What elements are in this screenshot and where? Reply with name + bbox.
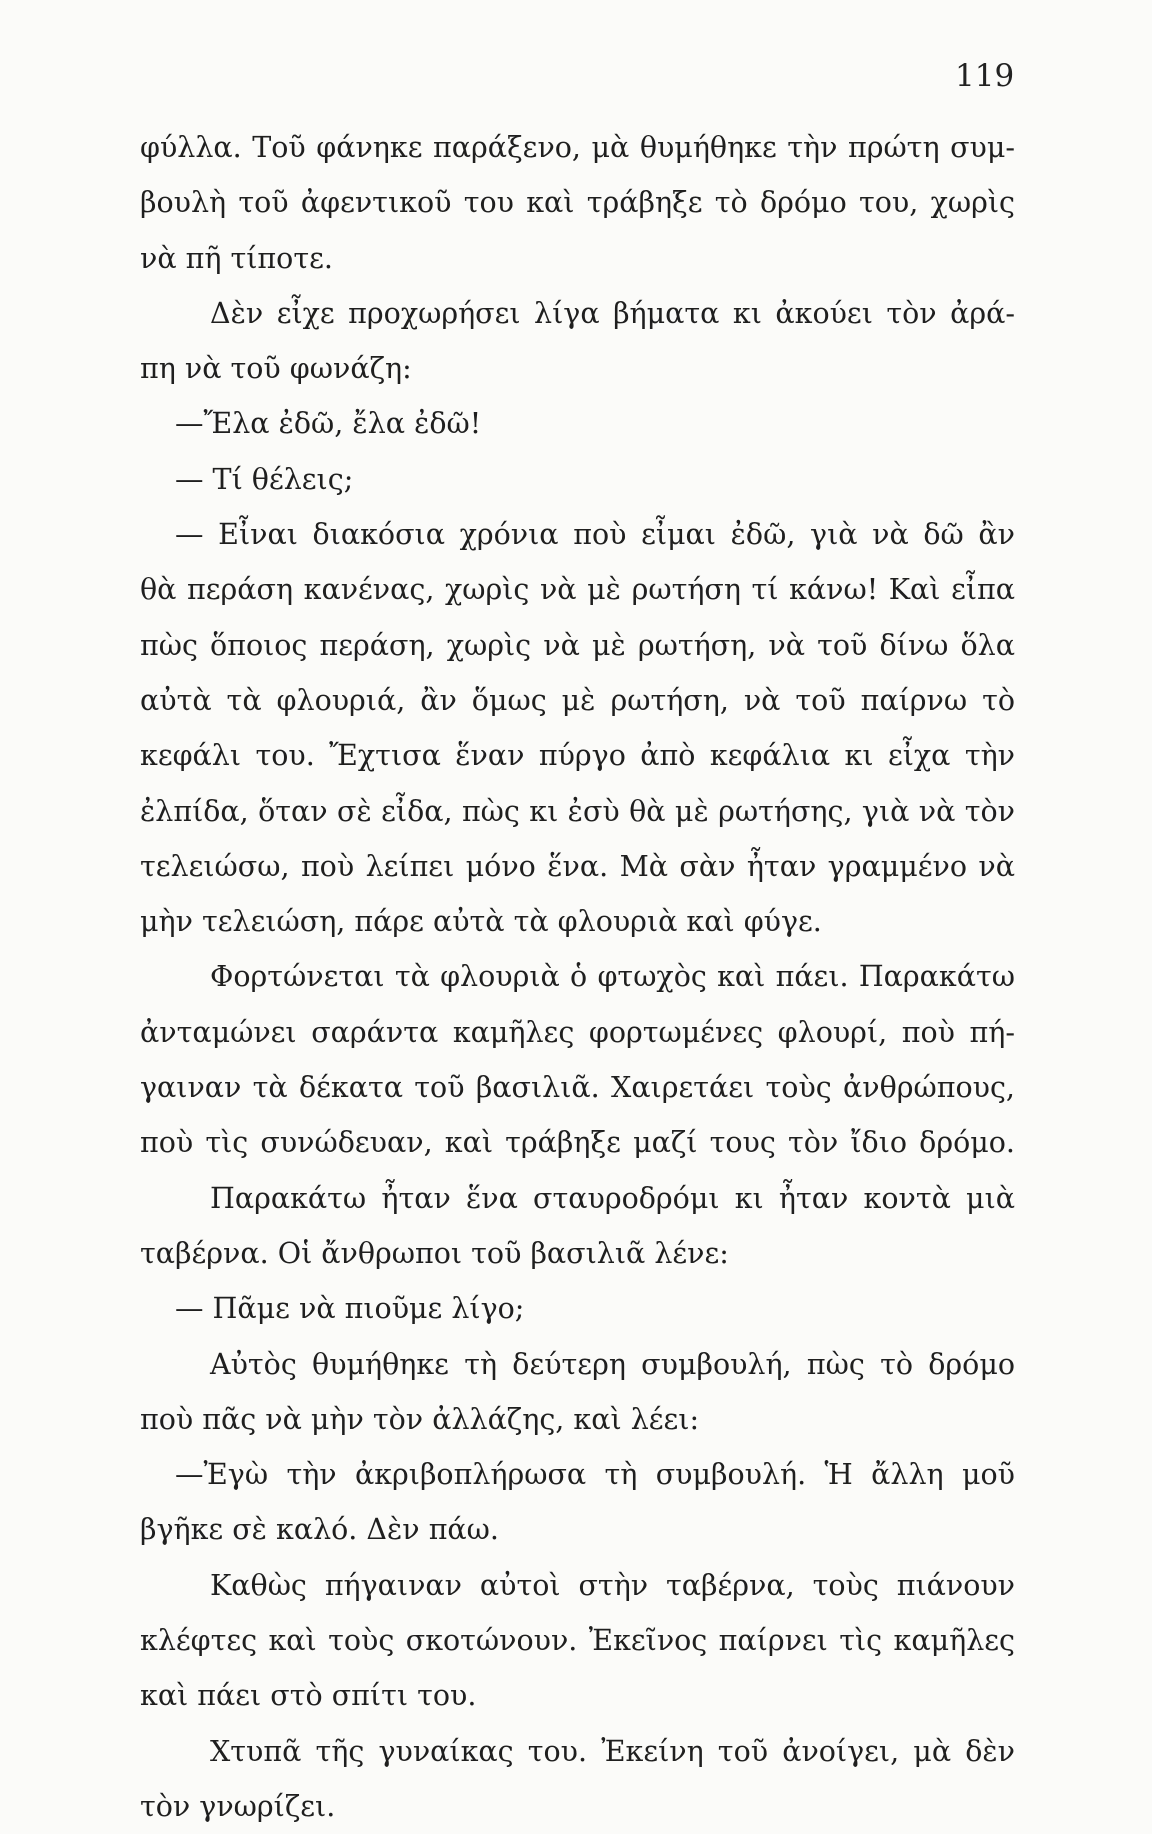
text-line: Φορτώνεται τὰ φλουριὰ ὁ φτωχὸς καὶ πάει. Παρακάτω (210, 960, 1015, 994)
text-line: φύλλα. Τοῦ φάνηκε παράξενο, μὰ θυμήθηκε τὴν πρώτη συμ- (140, 131, 1015, 164)
text-line: — Τί θέλεις; (175, 462, 354, 496)
text-line: καὶ πάει στὸ σπίτι του. (140, 1679, 477, 1713)
text-line: κεφάλι του. Ἔχτισα ἕναν πύργο ἀπὸ κεφάλια κι εἶχα τὴν (140, 739, 1015, 773)
text-line: — Εἶναι διακόσια χρόνια ποὺ εἶμαι ἐδῶ, γιὰ νὰ δῶ ἂν (175, 518, 1015, 552)
text-line: τὸν γνωρίζει. (140, 1789, 336, 1823)
text-line: βουλὴ τοῦ ἀφεντικοῦ του καὶ τράβηξε τὸ δρόμο του, χωρὶς (140, 186, 1015, 220)
text-line: Χτυπᾶ τῆς γυναίκας του. Ἐκείνη τοῦ ἀνοίγει, μὰ δὲν (210, 1734, 1015, 1768)
text-line: —Ἐγὼ τὴν ἀκριβοπλήρωσα τὴ συμβουλή. Ἡ ἄλλη μοῦ (175, 1458, 1015, 1492)
text-line: Καθὼς πήγαιναν αὐτοὶ στὴν ταβέρνα, τοὺς πιάνουν (210, 1568, 1015, 1602)
text-line: Παρακάτω ἦταν ἕνα σταυροδρόμι κι ἦταν κοντὰ μιὰ (210, 1181, 1015, 1215)
text-line: βγῆκε σὲ καλό. Δὲν πάω. (140, 1513, 499, 1547)
text-line: — Πᾶμε νὰ πιοῦμε λίγο; (175, 1292, 525, 1326)
text-line: Αὐτὸς θυμήθηκε τὴ δεύτερη συμβουλή, πὼς τὸ δρόμο (210, 1347, 1015, 1381)
text-line: ἐλπίδα, ὅταν σὲ εἶδα, πὼς κι ἐσὺ θὰ μὲ ρωτήσης, γιὰ νὰ τὸν (140, 794, 1015, 828)
text-line: —Ἔλα ἐδῶ, ἔλα ἐδῶ! (175, 407, 482, 441)
text-line: νὰ πῆ τίποτε. (140, 241, 333, 275)
text-line: πὼς ὅποιος περάση, χωρὶς νὰ μὲ ρωτήση, νὰ τοῦ δίνω ὅλα (140, 628, 1015, 662)
body-text (140, 120, 1015, 1834)
text-line: ποὺ τὶς συνώδευαν, καὶ τράβηξε μαζί τους τὸν ἴδιο δρόμο. (140, 1126, 1015, 1160)
text-line: ταβέρνα. Οἱ ἄνθρωποι τοῦ βασιλιᾶ λένε: (140, 1236, 729, 1270)
text-line: τελειώσω, ποὺ λείπει μόνο ἕνα. Μὰ σὰν ἦταν γραμμένο νὰ (140, 849, 1015, 883)
text-line: γαιναν τὰ δέκατα τοῦ βασιλιᾶ. Χαιρετάει τοὺς ἀνθρώπους, (140, 1071, 1015, 1105)
text-line: αὐτὰ τὰ φλουριά, ἂν ὅμως μὲ ρωτήση, νὰ τοῦ παίρνω τὸ (140, 683, 1015, 717)
text-line: μὴν τελειώση, πάρε αὐτὰ τὰ φλουριὰ καὶ φύγε. (140, 905, 822, 939)
text-line: Δὲν εἶχε προχωρήσει λίγα βήματα κι ἀκούει τὸν ἀρά- (210, 296, 1015, 330)
text-line: ποὺ πᾶς νὰ μὴν τὸν ἀλλάζης, καὶ λέει: (140, 1402, 700, 1436)
text-line: πη νὰ τοῦ φωνάζη: (140, 352, 412, 386)
text-line: ἀνταμώνει σαράντα καμῆλες φορτωμένες φλουρί, ποὺ πή- (140, 1015, 1015, 1049)
text-line: κλέφτες καὶ τοὺς σκοτώνουν. Ἐκεῖνος παίρνει τὶς καμῆλες (140, 1624, 1015, 1658)
text-line: θὰ περάση κανένας, χωρὶς νὰ μὲ ρωτήση τί κάνω! Καὶ εἶπα (140, 573, 1015, 607)
page-number: 119 (955, 58, 1015, 94)
